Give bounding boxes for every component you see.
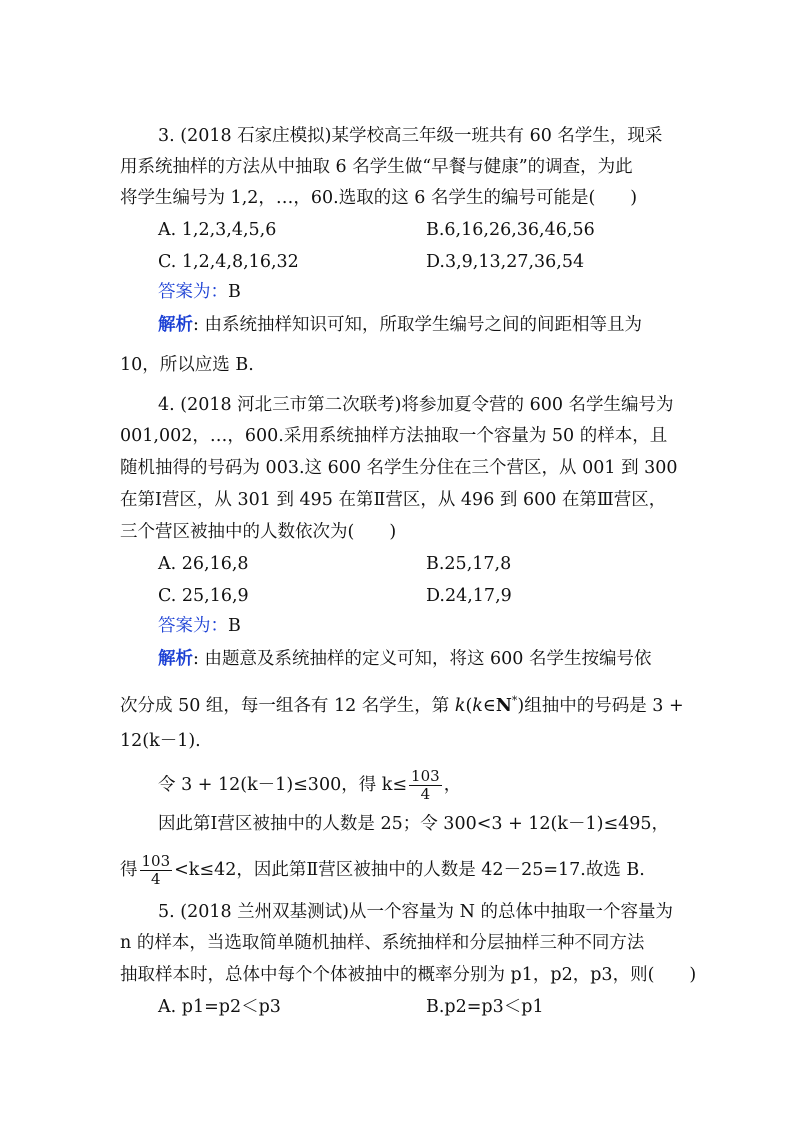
q4-analysis-line-4 <box>158 768 461 803</box>
q4-line-3: 随机抽得的号码为 003.这 600 名学生分住在三个营区，从 001 到 300 <box>120 458 678 478</box>
fraction-numerator: 103 <box>141 852 171 870</box>
text-segment: ∈ <box>482 695 496 716</box>
text-segment: 得 <box>120 860 138 880</box>
q5-line-2: n 的样本，当选取简单随机抽样、系统抽样和分层抽样三种不同方法 <box>120 933 645 953</box>
q4-answer <box>158 614 241 638</box>
q4-analysis-line-6 <box>120 853 645 888</box>
q4-line-5: 三个营区被抽中的人数依次为( ) <box>120 522 397 542</box>
var-k: k <box>472 695 483 716</box>
analysis-label: 解析 <box>158 315 193 335</box>
analysis-text: : 由系统抽样知识可知，所取学生编号之间的间距相等且为 <box>193 315 642 335</box>
q3-analysis-line-1 <box>158 313 642 337</box>
q4-analysis-line-2 <box>120 689 684 718</box>
q3-option-c: C. 1,2,4,8,16,32 <box>158 252 299 272</box>
analysis-label: 解析 <box>158 649 193 669</box>
q4-option-d: D.24,17,9 <box>426 586 512 606</box>
q4-option-b: B.25,17,8 <box>426 554 512 574</box>
answer-value: B <box>228 282 241 302</box>
q4-option-c: C. 25,16,9 <box>158 586 249 606</box>
analysis-text: : 由题意及系统抽样的定义可知，将这 600 名学生按编号依 <box>193 649 652 669</box>
q3-option-a: A. 1,2,3,4,5,6 <box>158 220 277 240</box>
q3-answer <box>158 280 241 304</box>
fraction-denominator: 4 <box>420 785 431 803</box>
text-segment: )组抽中的号码是 3 + <box>517 695 684 716</box>
q3-option-d: D.3,9,13,27,36,54 <box>426 252 585 272</box>
answer-label: 答案为： <box>158 616 228 636</box>
answer-label: 答案为： <box>158 282 228 302</box>
q4-line-1: 4. (2018 河北三市第二次联考)将参加夏令营的 600 名学生编号为 <box>158 395 674 415</box>
fraction-denominator: 4 <box>151 870 161 888</box>
q5-option-a: A. p1=p2＜p3 <box>158 997 281 1017</box>
fraction-103-4 <box>140 853 173 888</box>
q5-line-1: 5. (2018 兰州双基测试)从一个容量为 N 的总体中抽取一个容量为 <box>158 902 673 922</box>
q4-option-a: A. 26,16,8 <box>158 554 249 574</box>
fraction-numerator: 103 <box>411 767 440 785</box>
text-segment: <k≤42，因此第Ⅱ营区被抽中的人数是 42－25=17.故选 B. <box>174 860 645 880</box>
q3-line-2: 用系统抽样的方法从中抽取 6 名学生做“早餐与健康”的调查，为此 <box>120 157 633 177</box>
fraction-103-4 <box>409 768 442 803</box>
q3-analysis-line-2: 10，所以应选 B. <box>120 355 254 375</box>
q5-line-3: 抽取样本时，总体中每个个体被抽中的概率分别为 p1，p2，p3，则( ) <box>120 965 697 985</box>
q4-line-2: 001,002，…，600.采用系统抽样方法抽取一个容量为 50 的样本，且 <box>120 426 668 446</box>
q5-option-b: B.p2=p3＜p1 <box>426 997 544 1017</box>
text-segment: 次分成 50 组，每一组各有 12 名学生，第 <box>120 695 455 716</box>
q4-analysis-line-5: 因此第Ⅰ营区被抽中的人数是 25；令 300<3 + 12(k－1)≤495， <box>158 814 670 834</box>
superscript-star: * <box>511 694 518 707</box>
q4-analysis-line-3: 12(k－1). <box>120 731 201 751</box>
text-segment: ， <box>443 775 462 795</box>
q3-line-1: 3. (2018 石家庄模拟)某学校高三年级一班共有 60 名学生，现采 <box>158 126 663 146</box>
set-N: N <box>495 695 512 716</box>
answer-value: B <box>228 616 241 636</box>
q4-analysis-line-1 <box>158 647 652 671</box>
q4-line-4: 在第Ⅰ营区，从 301 到 495 在第Ⅱ营区，从 496 到 600 在第Ⅲ营区， <box>120 490 667 510</box>
text-segment: ( <box>465 695 473 716</box>
q3-option-b: B.6,16,26,36,46,56 <box>426 220 595 240</box>
var-k: k <box>454 695 466 716</box>
q3-line-3: 将学生编号为 1,2，…，60.选取的这 6 名学生的编号可能是( ) <box>120 188 638 208</box>
text-segment: 令 3 + 12(k－1)≤300，得 k≤ <box>158 775 408 795</box>
